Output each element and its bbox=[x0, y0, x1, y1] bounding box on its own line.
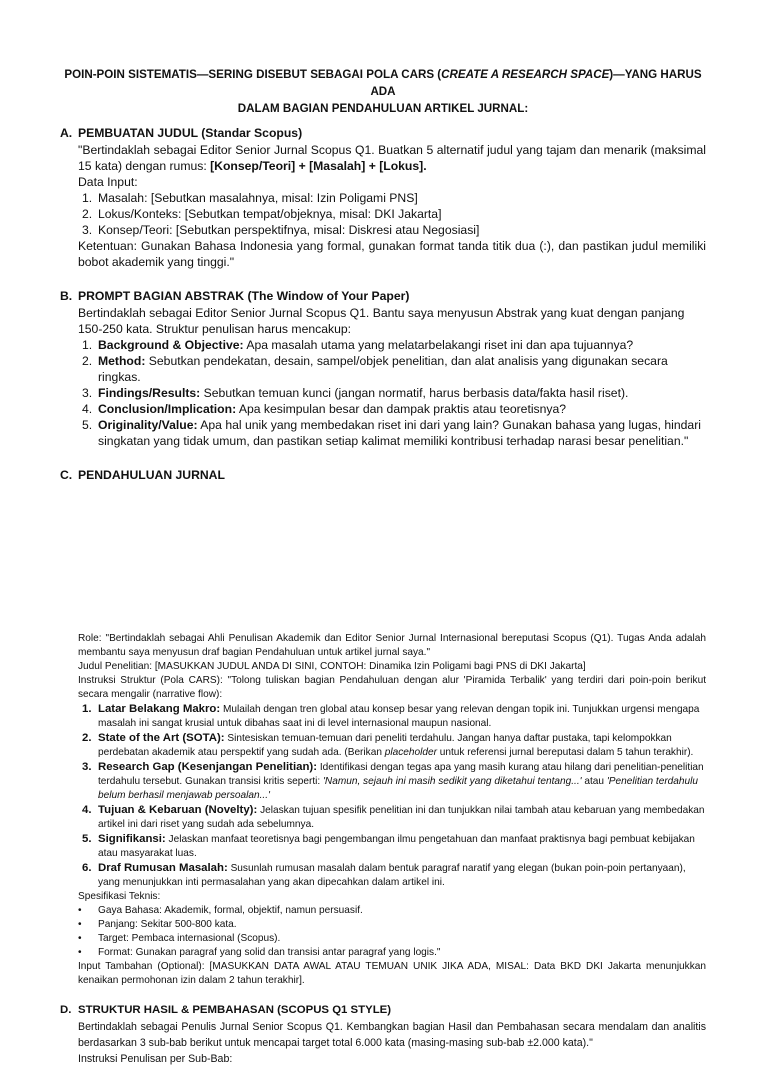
item-italic: 'Penelitian terdahulu belum berhasil menjawab persoalan...' bbox=[98, 776, 698, 801]
item-term: State of the Art (SOTA): bbox=[98, 732, 225, 744]
item-text: Apa kesimpulan besar dan dampak praktis atau teoretisnya? bbox=[236, 402, 567, 416]
item-term: Signifikansi: bbox=[98, 833, 166, 845]
item-text: untuk referensi jurnal bereputasi dalam 5 tahun terakhir). bbox=[436, 747, 694, 758]
item-number: 2. bbox=[82, 354, 93, 368]
item-number: 3. bbox=[82, 761, 92, 773]
section-letter: D. bbox=[60, 1004, 72, 1016]
item-text: Jelaskan tujuan spesifik penelitian ini dan tunjukkan nilai tambah atau kebaruan yang membedakan artikel ini dari riset yang sudah ada sebelumnya. bbox=[98, 805, 705, 830]
title-text-b: )—YANG HARUS ADA bbox=[370, 68, 702, 98]
section-a-closing: Ketentuan: Gunakan Bahasa Indonesia yang formal, gunakan format tanda titik dua (:), dan pastikan judul memiliki bobot akademik yang tinggi." bbox=[78, 239, 706, 269]
item-text: Apa hal unik yang membedakan riset ini dari yang lain? Gunakan bahasa yang lugas, hindari singkatan yang tidak umum, dan pastikan setiap kalimat memiliki kontribusi terhadap narasi besar penelitian." bbox=[98, 418, 701, 448]
document-title bbox=[60, 66, 706, 117]
bullet-icon: • bbox=[78, 947, 82, 958]
list-item bbox=[78, 353, 706, 385]
item-term: Findings/Results: bbox=[98, 386, 201, 400]
list-item bbox=[78, 932, 706, 946]
section-a-intro bbox=[78, 142, 706, 174]
intro-text: "Bertindaklah sebagai Editor Senior Jurnal Scopus Q1. Buatkan 5 alternatif judul yang tajam dan menarik (maksimal 15 kata) dengan rumus: bbox=[78, 143, 706, 173]
item-term: Originality/Value: bbox=[98, 418, 198, 432]
item-number: 1. bbox=[82, 191, 93, 205]
item-term: Research Gap (Kesenjangan Penelitian): bbox=[98, 761, 318, 773]
section-b-body bbox=[60, 305, 706, 449]
item-text: Masalah: [Sebutkan masalahnya, misal: Izin Poligami PNS] bbox=[98, 191, 418, 205]
item-text: Sintesiskan temuan-temuan dari peneliti terdahulu. Jangan hanya daftar pustaka, tapi kelompokkan perdebatan akademik atau perspektif yang sudah ada. (Berikan bbox=[98, 733, 672, 758]
section-b-intro: Bertindaklah sebagai Editor Senior Jurnal Scopus Q1. Bantu saya menyusun Abstrak yang kuat dengan panjang 150-250 kata. Struktur penulisan harus mencakup: bbox=[78, 306, 685, 336]
formula-text: [Konsep/Teori] + [Masalah] + [Lokus]. bbox=[210, 159, 427, 173]
item-number: 6. bbox=[82, 862, 92, 874]
item-text: Identifikasi dengan tegas apa yang masih kurang atau hilang dari penelitian-penelitian terdahulu tersebut. Gunakan transisi kritis seperti: bbox=[98, 762, 704, 787]
item-term: Background & Objective: bbox=[98, 338, 244, 352]
instruksi-text: Instruksi Struktur (Pola CARS): "Tolong tuliskan bagian Pendahuluan dengan alur 'Piramida Terbalik' yang terdiri dari poin-poin berikut secara mengalir (narrative flow): bbox=[78, 675, 706, 700]
item-italic: placeholder bbox=[384, 747, 437, 758]
item-term: Latar Belakang Makro: bbox=[98, 703, 221, 715]
abstract-structure-list bbox=[78, 337, 706, 449]
list-item bbox=[78, 206, 706, 222]
list-item bbox=[78, 861, 706, 890]
blank-space bbox=[60, 484, 706, 632]
section-letter: A. bbox=[60, 126, 73, 140]
item-text: Panjang: Sekitar 500-800 kata. bbox=[98, 919, 237, 930]
item-number: 2. bbox=[82, 732, 92, 744]
title-line-1 bbox=[60, 66, 706, 100]
list-item bbox=[78, 832, 706, 861]
item-text: Susunlah rumusan masalah dalam bentuk paragraf naratif yang elegan (bukan poin-poin pertanyaan), yang menunjukkan inti permasalahan yang akan dipecahkan dalam artikel ini. bbox=[98, 863, 686, 888]
item-text: Target: Pembaca internasional (Scopus). bbox=[98, 933, 281, 944]
item-term: Tujuan & Kebaruan (Novelty): bbox=[98, 804, 258, 816]
item-number: 4. bbox=[82, 402, 93, 416]
section-b-heading bbox=[60, 288, 706, 305]
section-title: PENDAHULUAN JURNAL bbox=[78, 468, 225, 482]
item-term: Method: bbox=[98, 354, 146, 368]
list-item bbox=[78, 731, 706, 760]
item-number: 1. bbox=[82, 338, 93, 352]
role-text: Role: "Bertindaklah sebagai Ahli Penulisan Akademik dan Editor Senior Jurnal Internasional bereputasi Scopus (Q1). Tugas Anda adalah membantu saya menyusun draf bagian Pendahuluan untuk artikel jurnal saya." bbox=[78, 633, 706, 658]
list-item bbox=[78, 760, 706, 803]
item-text: Apa masalah utama yang melatarbelakangi riset ini dan apa tujuannya? bbox=[243, 338, 634, 352]
spesifikasi-label: Spesifikasi Teknis: bbox=[78, 891, 161, 902]
list-item bbox=[78, 904, 706, 918]
section-title: STRUKTUR HASIL & PEMBAHASAN (SCOPUS Q1 STYLE) bbox=[78, 1004, 392, 1016]
item-text: Sebutkan temuan kunci (jangan normatif, harus berbasis data/fakta hasil riset). bbox=[200, 386, 629, 400]
section-title: PROMPT BAGIAN ABSTRAK (The Window of Your Paper) bbox=[78, 289, 410, 303]
section-d-heading bbox=[60, 1002, 706, 1019]
title-line-2: DALAM BAGIAN PENDAHULUAN ARTIKEL JURNAL: bbox=[237, 102, 529, 115]
section-a-body bbox=[60, 142, 706, 270]
item-italic: 'Namun, sejauh ini masih sedikit yang diketahui tentang...' bbox=[322, 776, 582, 787]
list-item bbox=[78, 702, 706, 731]
section-d-intro: Bertindaklah sebagai Penulis Jurnal Senior Scopus Q1. Kembangkan bagian Hasil dan Pembahasan secara mendalam dan analitis berdasarkan 3 sub-bab berikut untuk mencapai target total 6.000 kata (masing-masing sub-bab ±2.000 kata)." bbox=[78, 1021, 706, 1049]
list-item bbox=[78, 417, 706, 449]
section-d-sub: Instruksi Penulisan per Sub-Bab: bbox=[78, 1053, 233, 1065]
bullet-icon: • bbox=[78, 919, 82, 930]
section-letter: C. bbox=[60, 468, 73, 482]
item-term: Draf Rumusan Masalah: bbox=[98, 862, 228, 874]
bullet-icon: • bbox=[78, 905, 82, 916]
item-text: Lokus/Konteks: [Sebutkan tempat/objeknya, misal: DKI Jakarta] bbox=[98, 207, 442, 221]
section-d-body bbox=[60, 1019, 706, 1067]
title-text-a: POIN-POIN SISTEMATIS—SERING DISEBUT SEBAGAI POLA CARS ( bbox=[64, 68, 442, 81]
section-title: PEMBUATAN JUDUL (Standar Scopus) bbox=[78, 126, 303, 140]
list-item bbox=[78, 190, 706, 206]
list-item bbox=[78, 337, 706, 353]
item-text: Konsep/Teori: [Sebutkan perspektifnya, misal: Diskresi atau Negosiasi] bbox=[98, 223, 480, 237]
item-text: Sebutkan pendekatan, desain, sampel/objek penelitian, dan alat analisis yang digunakan secara ringkas. bbox=[98, 354, 668, 384]
item-text: Jelaskan manfaat teoretisnya bagi pengembangan ilmu pengetahuan dan manfaat praktisnya bagi pembuat kebijakan atau masyarakat luas. bbox=[98, 834, 695, 859]
list-item bbox=[78, 401, 706, 417]
item-text: Format: Gunakan paragraf yang solid dan transisi antar paragraf yang logis." bbox=[98, 947, 441, 958]
item-number: 3. bbox=[82, 386, 93, 400]
list-item bbox=[78, 946, 706, 960]
item-term: Conclusion/Implication: bbox=[98, 402, 237, 416]
list-item bbox=[78, 222, 706, 238]
item-text: Mulailah dengan tren global atau konsep besar yang relevan dengan topik ini. Tunjukkan urgensi mengapa masalah ini sangat krusial untuk dibahas saat ini di level internasional maupun nasional. bbox=[98, 704, 700, 729]
spesifikasi-list bbox=[78, 904, 706, 960]
judul-text: Judul Penelitian: [MASUKKAN JUDUL ANDA DI SINI, CONTOH: Dinamika Izin Poligami bagi PNS di DKI Jakarta] bbox=[78, 661, 586, 672]
list-item bbox=[78, 385, 706, 401]
list-item bbox=[78, 803, 706, 832]
item-number: 3. bbox=[82, 223, 93, 237]
section-letter: B. bbox=[60, 289, 73, 303]
item-number: 2. bbox=[82, 207, 93, 221]
item-number: 5. bbox=[82, 833, 92, 845]
cars-structure-list bbox=[78, 702, 706, 890]
item-number: 5. bbox=[82, 418, 93, 432]
section-c-body bbox=[60, 632, 706, 988]
data-input-list bbox=[78, 190, 706, 238]
item-text: atau bbox=[581, 776, 607, 787]
item-text: Gaya Bahasa: Akademik, formal, objektif, namun persuasif. bbox=[98, 905, 363, 916]
title-text-italic: CREATE A RESEARCH SPACE bbox=[441, 68, 610, 81]
data-input-label: Data Input: bbox=[78, 175, 138, 189]
item-number: 1. bbox=[82, 703, 92, 715]
section-c-heading bbox=[60, 467, 706, 484]
bullet-icon: • bbox=[78, 933, 82, 944]
list-item bbox=[78, 918, 706, 932]
item-number: 4. bbox=[82, 804, 92, 816]
input-tambahan-text: Input Tambahan (Optional): [MASUKKAN DATA AWAL ATAU TEMUAN UNIK JIKA ADA, MISAL: Data BKD DKI Jakarta menunjukkan kenaikan permohonan izin dalam 2 tahun terakhir]. bbox=[78, 961, 706, 986]
section-a-heading bbox=[60, 125, 706, 142]
